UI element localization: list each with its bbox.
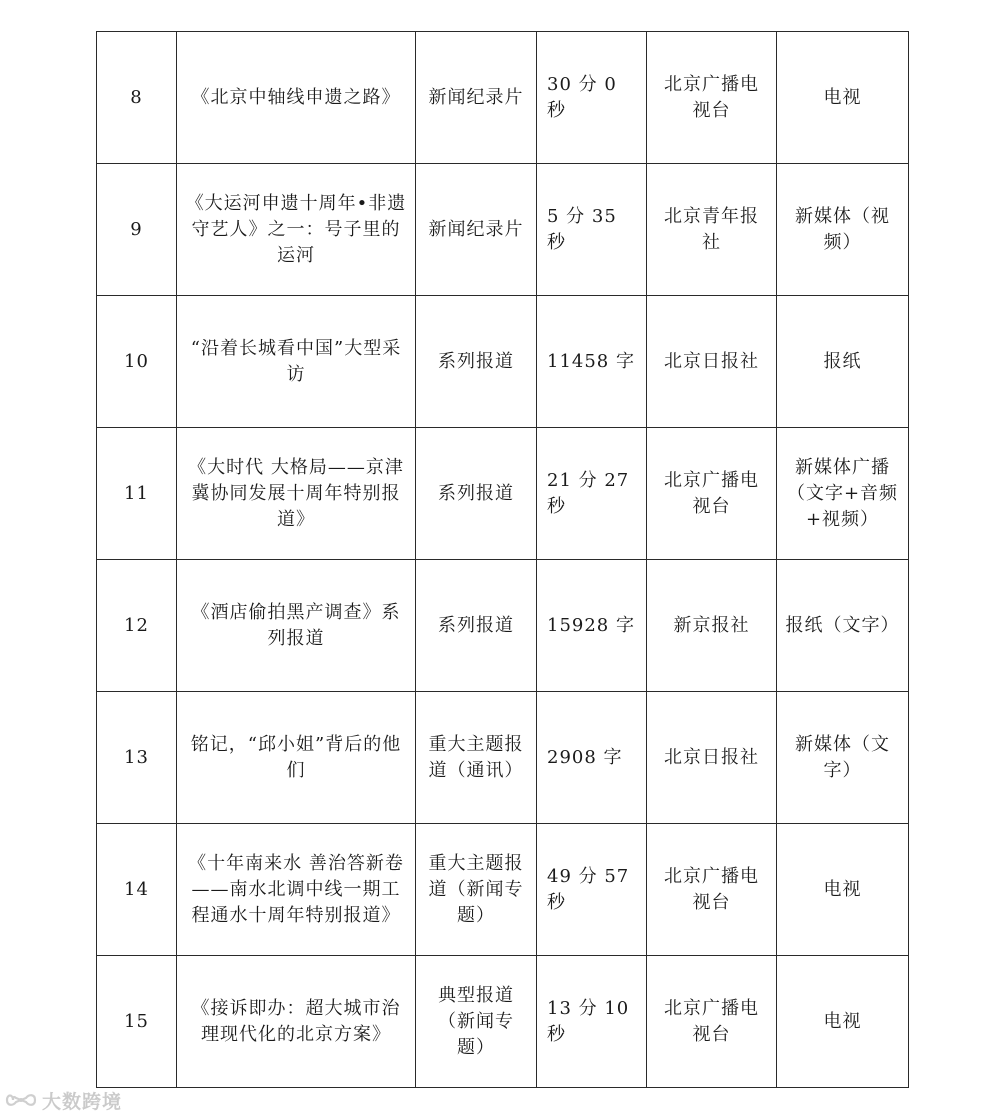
work-genre: 系列报道 — [416, 428, 537, 560]
publishing-org: 北京广播电视台 — [647, 824, 777, 956]
work-title: 《酒店偷拍黑产调查》系列报道 — [177, 560, 416, 692]
work-genre: 新闻纪录片 — [416, 32, 537, 164]
infinity-logo-icon — [4, 1089, 38, 1111]
publishing-org: 北京广播电视台 — [647, 428, 777, 560]
work-title: “沿着长城看中国”大型采访 — [177, 296, 416, 428]
row-number: 9 — [97, 164, 177, 296]
row-number: 11 — [97, 428, 177, 560]
work-genre: 典型报道（新闻专题） — [416, 956, 537, 1088]
table-row — [97, 32, 909, 164]
work-genre: 系列报道 — [416, 296, 537, 428]
media-type: 电视 — [777, 956, 909, 1088]
work-length: 5 分 35 秒 — [537, 164, 647, 296]
publishing-org: 北京青年报社 — [647, 164, 777, 296]
table-row — [97, 956, 909, 1088]
awards-table — [96, 31, 909, 1088]
row-number: 12 — [97, 560, 177, 692]
table-row — [97, 692, 909, 824]
work-title: 《接诉即办：超大城市治理现代化的北京方案》 — [177, 956, 416, 1088]
work-title: 《大时代 大格局——京津冀协同发展十周年特别报道》 — [177, 428, 416, 560]
publishing-org: 北京广播电视台 — [647, 956, 777, 1088]
work-genre: 重大主题报道（新闻专题） — [416, 824, 537, 956]
work-title: 《大运河申遗十周年•非遗守艺人》之一：号子里的运河 — [177, 164, 416, 296]
media-type: 电视 — [777, 32, 909, 164]
work-length: 11458 字 — [537, 296, 647, 428]
table-row — [97, 560, 909, 692]
work-genre: 系列报道 — [416, 560, 537, 692]
row-number: 15 — [97, 956, 177, 1088]
work-genre: 新闻纪录片 — [416, 164, 537, 296]
media-type: 新媒体（文字） — [777, 692, 909, 824]
media-type: 新媒体（视频） — [777, 164, 909, 296]
work-length: 21 分 27 秒 — [537, 428, 647, 560]
publishing-org: 新京报社 — [647, 560, 777, 692]
publishing-org: 北京日报社 — [647, 296, 777, 428]
media-type: 电视 — [777, 824, 909, 956]
work-length: 30 分 0 秒 — [537, 32, 647, 164]
work-genre: 重大主题报道（通讯） — [416, 692, 537, 824]
media-type: 报纸（文字） — [777, 560, 909, 692]
media-type: 报纸 — [777, 296, 909, 428]
work-length: 2908 字 — [537, 692, 647, 824]
media-type: 新媒体广播（文字+音频+视频） — [777, 428, 909, 560]
row-number: 14 — [97, 824, 177, 956]
work-title: 《北京中轴线申遗之路》 — [177, 32, 416, 164]
publishing-org: 北京日报社 — [647, 692, 777, 824]
work-title: 铭记，“邱小姐”背后的他们 — [177, 692, 416, 824]
row-number: 10 — [97, 296, 177, 428]
table-row — [97, 824, 909, 956]
table-row — [97, 428, 909, 560]
publishing-org: 北京广播电视台 — [647, 32, 777, 164]
work-length: 13 分 10 秒 — [537, 956, 647, 1088]
table-row — [97, 164, 909, 296]
work-title: 《十年南来水 善治答新卷——南水北调中线一期工程通水十周年特别报道》 — [177, 824, 416, 956]
work-length: 49 分 57 秒 — [537, 824, 647, 956]
row-number: 13 — [97, 692, 177, 824]
watermark-text: 大数跨境 — [42, 1090, 123, 1113]
row-number: 8 — [97, 32, 177, 164]
table-row — [97, 296, 909, 428]
work-length: 15928 字 — [537, 560, 647, 692]
watermark — [4, 1086, 122, 1114]
